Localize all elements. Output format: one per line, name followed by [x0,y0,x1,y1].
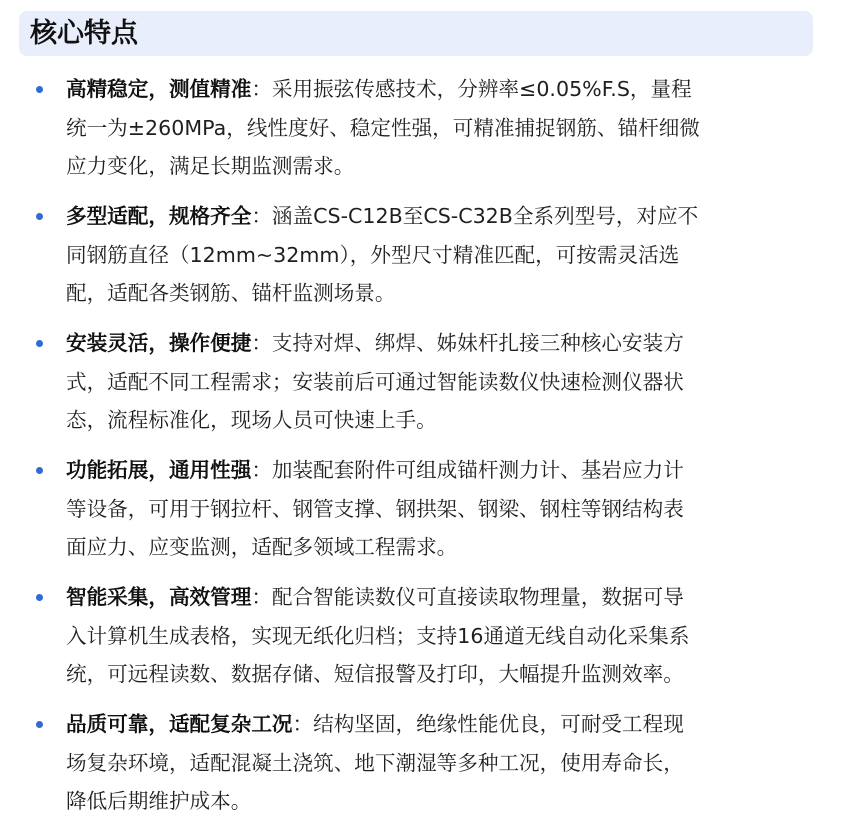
feature-line [66,274,826,313]
feature-bold: 多型适配，规格齐全 [66,204,252,228]
feature-line-text: ：支持对焊、绑焊、姊妹杆扎接三种核心安装方 [251,331,684,355]
feature-line-text: 同钢筋直径（12mm~32mm），外型尺寸精准匹配，可按需灵活选 [66,242,680,267]
feature-line [66,236,826,275]
feature-line [66,363,826,402]
feature-line-text: 式，适配不同工程需求；安装前后可通过智能读数仪快速检测仪器状 [66,369,684,394]
feature-line-text: 配，适配各类钢筋、锚杆监测场景。 [66,281,396,305]
feature-text [66,197,826,313]
feature-bold: 智能采集，高效管理 [66,585,252,609]
feature-text [66,578,826,694]
feature-line [66,782,826,821]
bullet-icon [36,594,43,601]
feature-line [66,70,826,109]
feature-line-text: ：加装配套附件可组成锚杆测力计、基岩应力计 [251,458,684,482]
feature-line [66,451,826,490]
feature-line [66,655,826,694]
feature-line [66,528,826,567]
bullet-icon [36,340,43,347]
feature-line [66,147,826,186]
feature-text [66,451,826,567]
feature-line-text: 降低后期维护成本。 [66,789,252,813]
feature-line-text: ：采用振弦传感技术，分辨率≤0.05%F.S，量程 [251,77,692,101]
feature-bold: 安装灵活，操作便捷 [66,331,252,355]
feature-line-text: 等设备，可用于钢拉杆、钢管支撑、钢拱架、钢梁、钢柱等钢结构表 [66,496,684,521]
feature-line-text: ：配合智能读数仪可直接读取物理量，数据可导 [251,585,684,609]
bullet-icon [36,86,43,93]
feature-text [66,70,826,186]
feature-text [66,705,826,821]
bullet-icon [36,213,43,220]
bullet-icon [36,467,43,474]
feature-line-text: 统，可远程读数、数据存储、短信报警及打印，大幅提升监测效率。 [66,662,684,686]
feature-bold: 功能拓展，通用性强 [66,458,252,482]
feature-line-text: 面应力、应变监测，适配多领域工程需求。 [66,535,458,559]
feature-line [66,744,826,783]
section-header [19,11,813,56]
feature-line-text: ：结构坚固，绝缘性能优良，可耐受工程现 [292,712,684,736]
feature-line [66,324,826,363]
feature-text [66,324,826,440]
feature-bold: 高精稳定，测值精准 [66,77,252,101]
feature-line-text: 统一为±260MPa，线性度好、稳定性强，可精准捕捉钢筋、锚杆细微 [66,115,700,140]
feature-line-text: ：涵盖CS-C12B至CS-C32B全系列型号，对应不 [251,204,699,228]
bullet-icon [36,721,43,728]
feature-line [66,197,826,236]
feature-line [66,578,826,617]
feature-line-text: 应力变化，满足长期监测需求。 [66,154,355,178]
feature-bold: 品质可靠，适配复杂工况 [66,712,293,736]
feature-line [66,617,826,656]
feature-line-text: 入计算机生成表格，实现无纸化归档；支持16通道无线自动化采集系 [66,623,690,648]
feature-line [66,490,826,529]
feature-line [66,109,826,148]
feature-line [66,705,826,744]
feature-line-text: 场复杂环境，适配混凝土浇筑、地下潮湿等多种工况，使用寿命长， [66,750,684,775]
feature-line-text: 态，流程标准化，现场人员可快速上手。 [66,408,437,432]
section-title: 核心特点 [30,18,138,49]
feature-line [66,401,826,440]
